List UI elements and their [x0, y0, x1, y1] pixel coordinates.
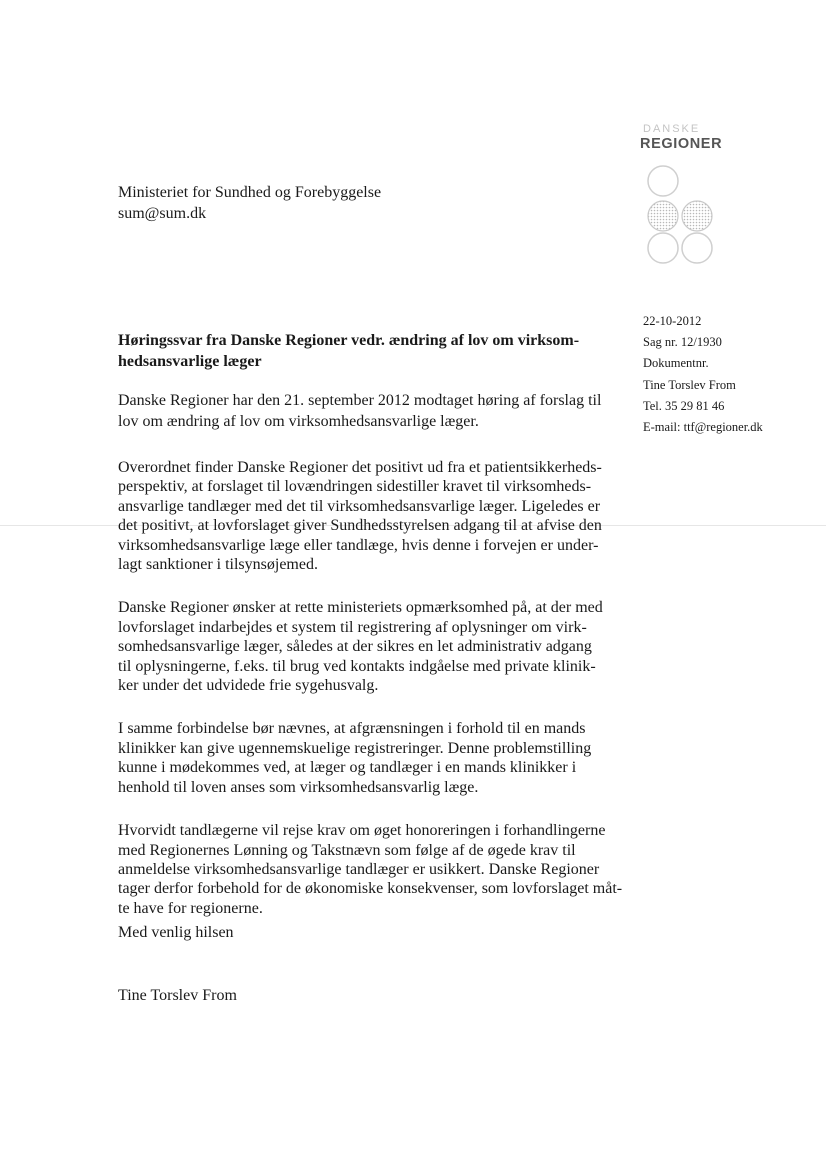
body-line: lovforslaget indarbejdes et system til registrering af oplysninger om virk-	[118, 618, 587, 636]
letter-subject	[118, 330, 598, 372]
closing-greeting: Med venlig hilsen	[118, 924, 234, 941]
body-line: Hvorvidt tandlægerne vil rejse krav om øget honoreringen i forhandlingerne	[118, 822, 606, 840]
logo-main-text: REGIONER	[640, 136, 723, 152]
body-line: klinikker kan give ugennemskuelige registreringer. Denne problemstilling	[118, 739, 592, 757]
meta-email: E-mail: ttf@regioner.dk	[643, 420, 763, 435]
paragraph	[118, 458, 608, 574]
body-line: perspektiv, at forslaget til lovændringen sidestiller kravet til virksomheds-	[118, 478, 592, 496]
body-line: lagt sanktioner i tilsynsøjemed.	[118, 556, 318, 574]
body-line: henhold til loven anses som virksomhedsansvarlig læge.	[118, 778, 479, 796]
meta-case-number: Sag nr. 12/1930	[643, 335, 722, 350]
meta-contact-name: Tine Torslev From	[643, 377, 736, 392]
paragraph	[118, 390, 608, 432]
body-line: det positivt, at lovforslaget giver Sundhedsstyrelsen adgang til at afvise den	[118, 517, 602, 535]
meta-date: 22-10-2012	[643, 314, 702, 328]
recipient-name: Ministeriet for Sundhed og Forebyggelse	[118, 184, 382, 201]
signer-name: Tine Torslev From	[118, 987, 237, 1004]
recipient-email: sum@sum.dk	[118, 205, 207, 222]
body-line: te have for regionerne.	[118, 899, 263, 917]
body-line: virksomhedsansvarlige læge eller tandlæge, hvis denne i forvejen er under-	[118, 536, 599, 554]
subject-line: hedsansvarlige læger	[118, 353, 262, 370]
body-line: til oplysningerne, f.eks. til brug ved kontakts indgåelse med private klinik-	[118, 657, 596, 675]
paragraph	[118, 719, 608, 797]
body-line: lov om ændring af lov om virksomhedsansvarlige læger.	[118, 413, 479, 430]
subject-line: Høringssvar fra Danske Regioner vedr. ændring af lov om virksom-	[118, 332, 580, 349]
meta-phone: Tel. 35 29 81 46	[643, 398, 725, 413]
body-line: tager derfor forbehold for de økonomiske konsekvenser, som lovforslaget måt-	[118, 880, 623, 898]
body-line: med Regionernes Lønning og Takstnævn som følge af de øgede krav til	[118, 841, 576, 859]
body-line: Overordnet finder Danske Regioner det positivt ud fra et patientsikkerheds-	[118, 459, 602, 476]
recipient-address	[118, 182, 381, 224]
body-line: Danske Regioner har den 21. september 2012 modtaget høring af forslag til	[118, 392, 602, 409]
body-line: Danske Regioner ønsker at rette ministeriets opmærksomhed på, at der med	[118, 599, 603, 617]
paragraph	[118, 821, 623, 918]
document-meta	[643, 311, 763, 438]
meta-document-number: Dokumentnr.	[643, 356, 709, 371]
body-line: anmeldelse virksomhedsansvarlige tandlæger er usikkert. Danske Regioner	[118, 860, 600, 878]
logo-top-text: DANSKE	[643, 123, 701, 135]
body-line: somhedsansvarlige læger, således at der sikres en let administrativ adgang	[118, 638, 592, 656]
body-line: kunne i mødekommes ved, at læger og tandlæger i en mands klinikker i	[118, 759, 577, 777]
body-line: ansvarlige tandlæger med det til virksomhedsansvarlige læger. Ligeledes er	[118, 497, 601, 515]
body-line: I samme forbindelse bør nævnes, at afgrænsningen i forhold til en mands	[118, 720, 586, 738]
letter-body	[118, 390, 623, 942]
body-line: ker under det udvidede frie sygehusvalg.	[118, 677, 379, 695]
logo-circles-icon	[644, 164, 718, 264]
paragraph	[118, 598, 608, 695]
danske-regioner-logo	[640, 123, 723, 152]
